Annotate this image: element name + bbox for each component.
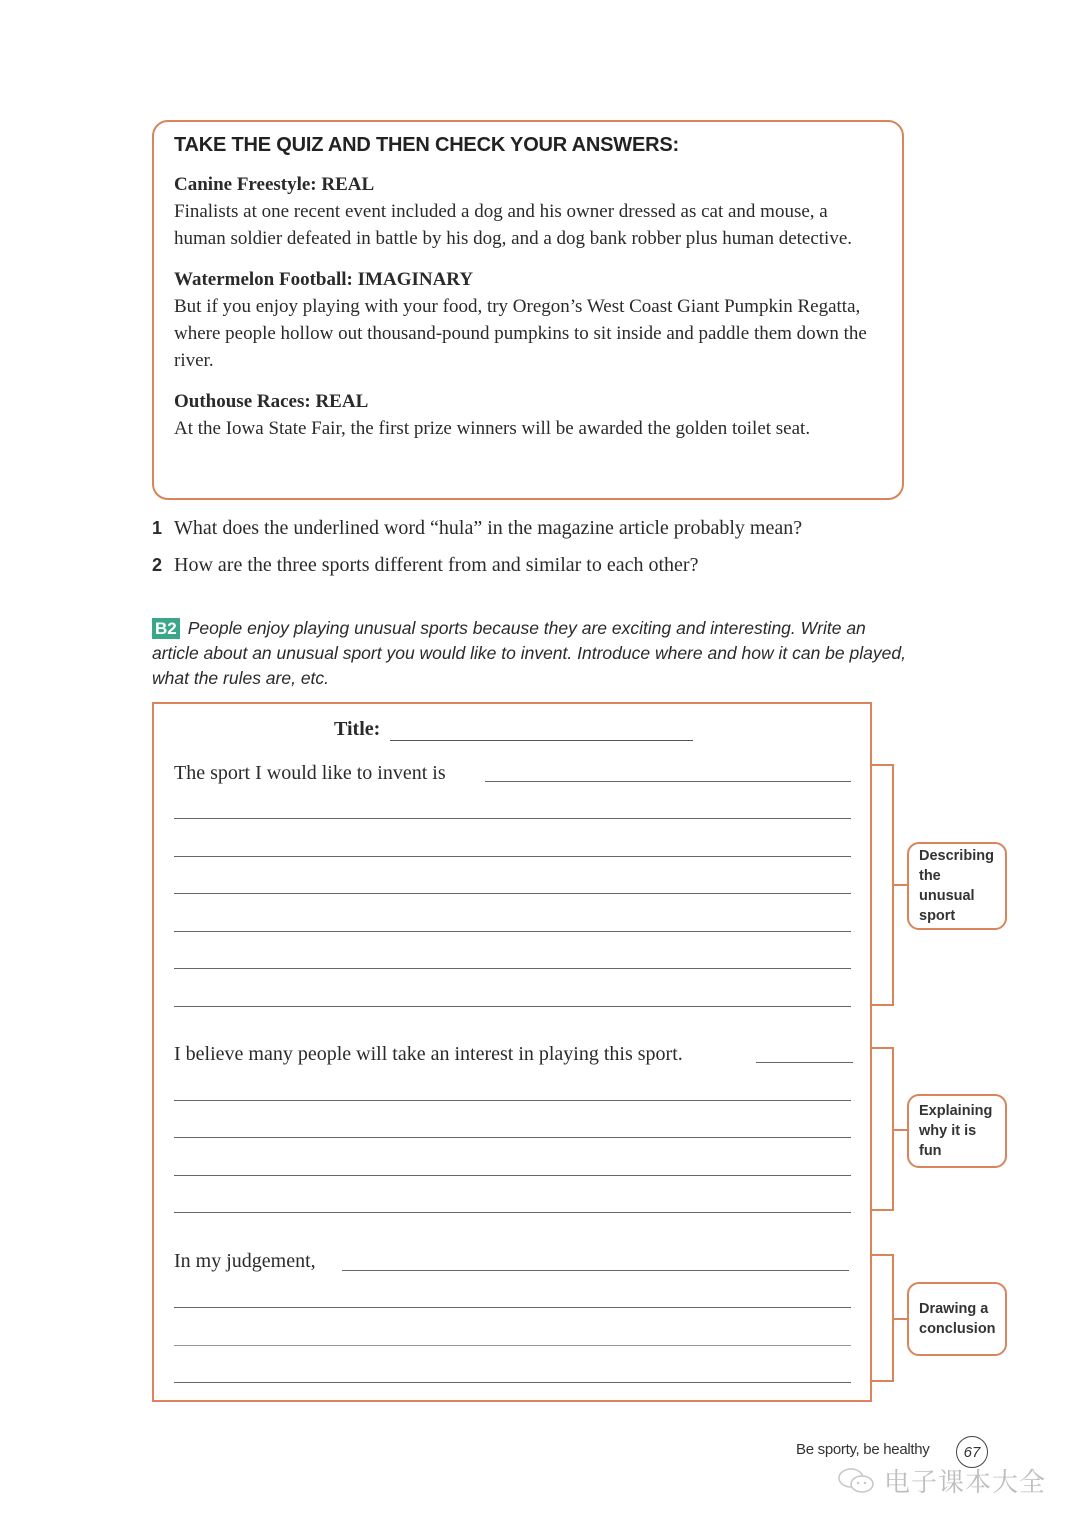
- quiz-item-verdict: REAL: [321, 174, 375, 195]
- answer-line[interactable]: [174, 1345, 851, 1346]
- question-number: 2: [152, 555, 163, 575]
- quiz-item-name: Watermelon Football:: [174, 269, 353, 290]
- quiz-item-heading: [174, 388, 882, 415]
- watermark: [836, 1462, 1046, 1499]
- quiz-item-text: But if you enjoy playing with your food, try Oregon’s West Coast Giant Pumpkin Regatta, where people hollow out thousand-pound pumpkins to sit inside and paddle them down the river.: [174, 296, 867, 371]
- answer-line[interactable]: [174, 1307, 851, 1308]
- section-bracket: [872, 1254, 894, 1382]
- answer-line[interactable]: [174, 1382, 851, 1383]
- quiz-item-heading: [174, 171, 882, 198]
- prompt-sport-to-invent: The sport I would like to invent is: [174, 762, 446, 784]
- answer-line[interactable]: [485, 781, 851, 782]
- quiz-item-canine-freestyle: [174, 171, 882, 252]
- answer-line[interactable]: [756, 1062, 853, 1063]
- question-item: [152, 551, 912, 579]
- answer-line[interactable]: [174, 1100, 851, 1101]
- question-number: 1: [152, 518, 163, 538]
- task-badge: B2: [152, 618, 180, 639]
- bracket-connector: [892, 1129, 908, 1131]
- quiz-item-verdict: IMAGINARY: [357, 269, 474, 290]
- writing-task-instruction: [152, 616, 912, 691]
- answer-line[interactable]: [174, 1212, 851, 1213]
- bracket-connector: [892, 884, 908, 886]
- section-bracket: [872, 1047, 894, 1211]
- title-label: Title:: [334, 718, 381, 740]
- task-text: People enjoy playing unusual sports because they are exciting and interesting. Write an article about an unusual sport you would like to invent. Introduce where and how it can be played, what the rules are, etc.: [152, 618, 906, 688]
- quiz-item-outhouse-races: [174, 388, 882, 442]
- quiz-item-name: Outhouse Races:: [174, 391, 311, 412]
- title-answer-line[interactable]: [390, 740, 693, 741]
- question-item: [152, 514, 912, 542]
- prompt-judgement: In my judgement,: [174, 1250, 316, 1272]
- quiz-item-name: Canine Freestyle:: [174, 174, 317, 195]
- answer-line[interactable]: [174, 818, 851, 819]
- quiz-answer-box: [152, 120, 904, 500]
- quiz-item-watermelon-football: [174, 266, 882, 374]
- answer-line[interactable]: [342, 1270, 849, 1271]
- question-text: How are the three sports different from and similar to each other?: [174, 554, 699, 576]
- side-label-explaining: Explaining why it is fun: [907, 1094, 1007, 1168]
- quiz-item-heading: [174, 266, 882, 293]
- side-label-describing: Describing the unusual sport: [907, 842, 1007, 930]
- answer-line[interactable]: [174, 856, 851, 857]
- bracket-connector: [892, 1318, 908, 1320]
- side-label-conclusion: Drawing a conclusion: [907, 1282, 1007, 1356]
- answer-line[interactable]: [174, 1137, 851, 1138]
- question-list: [152, 514, 912, 588]
- quiz-item-text: Finalists at one recent event included a dog and his owner dressed as cat and mouse, a human soldier defeated in battle by his dog, and a dog bank robber plus human detective.: [174, 201, 853, 249]
- quiz-item-text: At the Iowa State Fair, the first prize winners will be awarded the golden toilet seat.: [174, 418, 811, 439]
- answer-line[interactable]: [174, 1175, 851, 1176]
- page-number: 67: [956, 1436, 988, 1468]
- answer-line[interactable]: [174, 893, 851, 894]
- watermark-text: 电子课本大全: [884, 1468, 1047, 1498]
- answer-line[interactable]: [174, 931, 851, 932]
- quiz-item-verdict: REAL: [315, 391, 369, 412]
- question-text: What does the underlined word “hula” in the magazine article probably mean?: [174, 517, 803, 539]
- quiz-title: TAKE THE QUIZ AND THEN CHECK YOUR ANSWERS:: [174, 134, 679, 156]
- section-bracket: [872, 764, 894, 1006]
- prompt-why-interest: I believe many people will take an interest in playing this sport.: [174, 1043, 683, 1065]
- answer-line[interactable]: [174, 1006, 851, 1007]
- unit-title: Be sporty, be healthy: [796, 1441, 930, 1458]
- wechat-icon: [836, 1466, 876, 1496]
- writing-frame: [152, 702, 872, 1402]
- answer-line[interactable]: [174, 968, 851, 969]
